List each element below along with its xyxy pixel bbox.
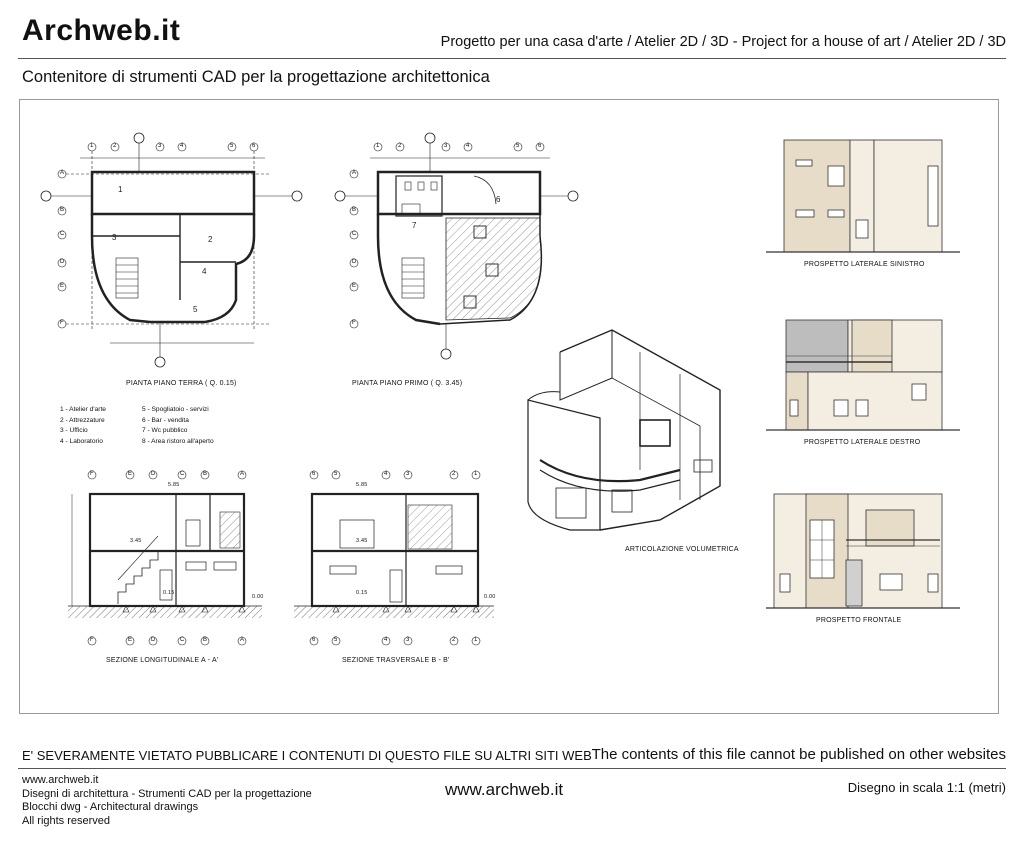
level-mid-trans: 3.45	[356, 538, 368, 544]
level-outside-trans: 0.00	[484, 594, 496, 600]
axis-label: B	[203, 471, 208, 477]
axis-label: 5	[334, 471, 338, 477]
axis-label: 3	[158, 143, 162, 149]
archweb-logo: Archweb.it	[22, 14, 181, 47]
svg-text:1: 1	[118, 185, 123, 194]
axis-label: D	[151, 471, 156, 477]
axis-label: E	[352, 283, 357, 289]
footer-scale: Disegno in scala 1:1 (metri)	[847, 780, 1006, 795]
footer-line: www.archweb.it	[22, 774, 99, 786]
axis-label: 4	[384, 637, 388, 643]
plan-ground-floor	[41, 133, 302, 367]
legend-col-2	[142, 405, 214, 447]
section-longitudinal	[68, 471, 262, 645]
elevation-left	[766, 140, 960, 252]
axis-label: D	[151, 637, 156, 643]
caption-section-trans: SEZIONE TRASVERSALE B - B'	[342, 657, 450, 664]
axis-label: A	[240, 471, 245, 477]
axis-label: C	[180, 471, 185, 477]
section-transversal	[294, 471, 494, 645]
axis-label: 5	[516, 143, 520, 149]
axis-label: D	[60, 259, 65, 265]
svg-text:7: 7	[412, 221, 417, 230]
elevation-right	[766, 320, 960, 430]
axis-label: 5	[334, 637, 338, 643]
caption-section-long: SEZIONE LONGITUDINALE A - A'	[106, 657, 219, 664]
axis-label: E	[60, 283, 65, 289]
axis-label: 1	[474, 637, 478, 643]
axis-label: F	[352, 320, 356, 326]
axis-label: C	[352, 231, 357, 237]
axis-label: F	[90, 471, 94, 477]
volumetric-axonometry	[528, 330, 720, 530]
axis-label: 1	[376, 143, 380, 149]
axis-label: 2	[398, 143, 402, 149]
axis-label: 2	[452, 637, 456, 643]
elevation-front	[766, 494, 960, 608]
legend-item: 2 - Attrezzature	[60, 416, 105, 424]
svg-text:6: 6	[496, 195, 501, 204]
warning-italian: E' SEVERAMENTE VIETATO PUBBLICARE I CONTENUTI DI QUESTO FILE SU ALTRI SITI WEB	[22, 748, 592, 763]
caption-plan-first: PIANTA PIANO PRIMO ( Q. 3.45)	[352, 380, 463, 387]
axis-label: 4	[466, 143, 470, 149]
axis-label: 6	[252, 143, 256, 149]
level-mid-long: 3.45	[130, 538, 142, 544]
legend-item: 8 - Area ristoro all'aperto	[142, 437, 214, 445]
legend-item: 7 - Wc pubblico	[142, 427, 188, 435]
axis-label: 6	[312, 637, 316, 643]
plan-ground-axis-left	[58, 170, 270, 328]
legend-item: 3 - Ufficio	[60, 427, 88, 435]
axis-label: A	[240, 637, 245, 643]
svg-text:3: 3	[112, 233, 117, 242]
legend-item: 4 - Laboratorio	[60, 437, 103, 445]
axis-label: 2	[113, 143, 117, 149]
axis-label: C	[60, 231, 65, 237]
footer-info	[22, 774, 312, 828]
caption-volumetric: ARTICOLAZIONE VOLUMETRICA	[625, 546, 739, 553]
legend-item: 6 - Bar - vendita	[142, 416, 189, 424]
caption-plan-ground: PIANTA PIANO TERRA ( Q. 0.15)	[126, 380, 237, 387]
axis-label: B	[203, 637, 208, 643]
level-ground-long: 0.15	[163, 590, 175, 596]
footer-line: All rights reserved	[22, 814, 111, 827]
plan-first-floor	[335, 133, 578, 359]
axis-label: 6	[312, 471, 316, 477]
level-top-trans: 5.85	[356, 482, 368, 488]
caption-elev-right: PROSPETTO LATERALE DESTRO	[804, 439, 921, 446]
axis-label: B	[60, 207, 65, 213]
axis-label: 3	[444, 143, 448, 149]
axis-label: C	[180, 637, 185, 643]
legend-item: 1 - Atelier d'arte	[60, 406, 106, 413]
footer-line: Disegni di architettura - Strumenti CAD per la progettazione	[22, 787, 312, 800]
warning-english: The contents of this file cannot be published on other websites	[591, 746, 1006, 763]
axis-label: 1	[90, 143, 94, 149]
axis-label: A	[60, 170, 65, 176]
axis-label: 5	[230, 143, 234, 149]
legend-item: 5 - Spogliatoio - servizi	[142, 406, 209, 413]
axis-label: E	[128, 471, 133, 477]
svg-text:5: 5	[193, 305, 198, 314]
svg-text:2: 2	[208, 235, 213, 244]
axis-label: 3	[406, 471, 410, 477]
level-ground-trans: 0.15	[356, 590, 368, 596]
sheet-subtitle: Contenitore di strumenti CAD per la progettazione architettonica	[22, 68, 490, 86]
axis-label: D	[352, 259, 357, 265]
axis-label: F	[90, 637, 94, 643]
axis-label: 1	[474, 471, 478, 477]
axis-label: 4	[180, 143, 184, 149]
project-title: Progetto per una casa d'arte / Atelier 2D / 3D - Project for a house of art / Atelier 2D / 3D	[440, 34, 1006, 50]
svg-text:4: 4	[202, 267, 207, 276]
caption-elev-front: PROSPETTO FRONTALE	[816, 617, 902, 624]
footer-divider	[18, 768, 1006, 769]
axis-label: F	[60, 320, 64, 326]
axis-label: 2	[452, 471, 456, 477]
caption-elev-left: PROSPETTO LATERALE SINISTRO	[804, 261, 925, 268]
axis-label: B	[352, 207, 357, 213]
axis-label: 6	[538, 143, 542, 149]
footer-line: Blocchi dwg - Architectural drawings	[22, 801, 199, 814]
footer-website[interactable]: www.archweb.it	[445, 780, 564, 799]
axis-label: 3	[406, 637, 410, 643]
axis-label: 4	[384, 471, 388, 477]
level-top-long: 5.85	[168, 482, 180, 488]
axis-label: A	[352, 170, 357, 176]
level-outside-long: 0.00	[252, 594, 264, 600]
legend-col-1	[60, 405, 106, 447]
axis-label: E	[128, 637, 133, 643]
